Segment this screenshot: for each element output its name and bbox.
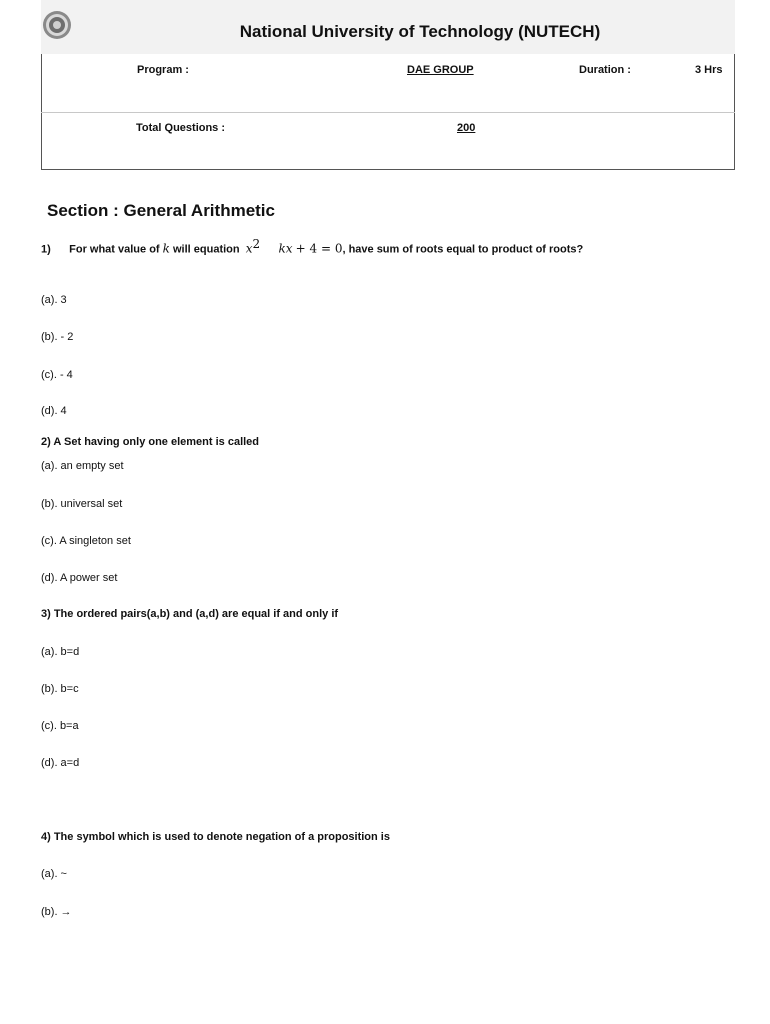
page-title: National University of Technology (NUTECH) [239, 22, 601, 41]
math-variable: k [162, 241, 170, 256]
question-number: 1) [41, 243, 51, 256]
program-label: Program : [137, 64, 189, 76]
option-d[interactable]: (d). a=d [41, 757, 80, 769]
question-2: 2) A Set having only one element is called [41, 436, 260, 448]
duration-value: 3 Hrs [695, 64, 723, 76]
option-b[interactable]: (b). universal set [41, 498, 123, 510]
math-term: + 4 = 0 [295, 241, 343, 256]
option-b[interactable]: (b). b=c [41, 683, 79, 695]
option-b[interactable]: (b). - 2 [41, 331, 74, 343]
math-exponent: 2 [252, 237, 261, 251]
total-questions-label: Total Questions : [136, 122, 226, 134]
math-variable: x [245, 241, 253, 256]
option-c[interactable]: (c). A singleton set [41, 535, 131, 547]
option-d[interactable]: (d). 4 [41, 405, 67, 417]
question-3: 3) The ordered pairs(a,b) and (a,d) are equal if and only if [41, 608, 339, 620]
option-a[interactable]: (a). ~ [41, 868, 67, 880]
section-title: Section : General Arithmetic [47, 201, 275, 220]
option-c[interactable]: (c). b=a [41, 720, 79, 732]
math-term: kx [278, 241, 293, 256]
option-a[interactable]: (a). 3 [41, 294, 67, 306]
option-a[interactable]: (a). an empty set [41, 460, 124, 472]
total-questions-value: 200 [457, 122, 476, 134]
duration-label: Duration : [579, 64, 631, 76]
question-4: 4) The symbol which is used to denote negation of a proposition is [41, 831, 390, 843]
program-value: DAE GROUP [407, 64, 474, 76]
option-b[interactable]: (b). → [41, 906, 72, 918]
option-c[interactable]: (c). - 4 [41, 369, 73, 381]
question-text: will equation [173, 243, 240, 256]
question-text: , have sum of roots equal to product of roots? [342, 243, 584, 256]
option-a[interactable]: (a). b=d [41, 646, 80, 658]
question-text: For what value of [69, 243, 160, 256]
option-d[interactable]: (d). A power set [41, 572, 118, 584]
info-divider [41, 112, 735, 113]
question-1 [41, 237, 583, 256]
